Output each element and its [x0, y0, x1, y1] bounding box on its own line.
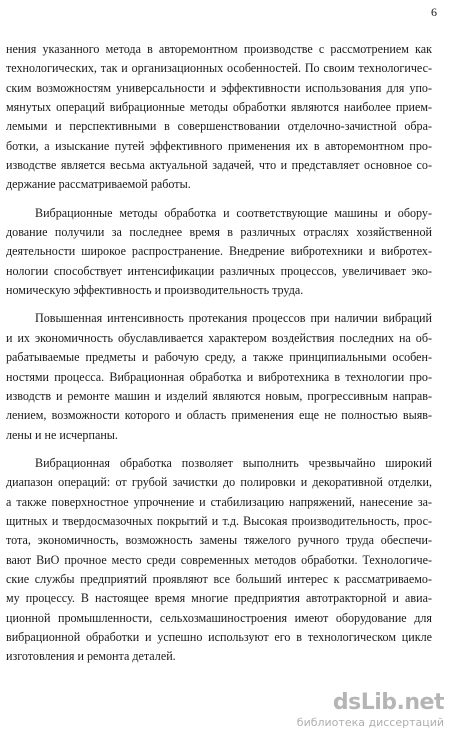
text-line: нения указанного метода в авторемонтном производстве с рассмотрением как: [6, 42, 432, 56]
text-line: дование получили за последнее время в различных отраслях хозяйственной: [6, 225, 432, 240]
document-body: [6, 40, 432, 676]
page-number: 6: [431, 5, 437, 19]
text-line: изводстве является весьма актуальной задачей, что и представляет основное со-: [6, 158, 432, 173]
text-line: му процессу. В настоящее время многие предприятия автотракторной и авиа-: [6, 591, 432, 606]
text-line: лением, возможности которого и область применения еще не полностью выяв-: [6, 408, 432, 423]
text-line: ционной промышленности, сельхозмашиностроения имеют оборудование для: [6, 610, 432, 625]
text-line: деятельности широкое распространение. Внедрение вибротехники и вибротех-: [6, 244, 432, 259]
text-line: изготовления и ремонта деталей.: [6, 649, 176, 664]
text-line: рабатываемые предметы и рабочую среду, а также принципиальными особен-: [6, 350, 432, 365]
paragraph-1: [6, 40, 432, 195]
text-line: ностями процесса. Вибрационная обработка и вибротехника в технологии про-: [6, 369, 432, 384]
text-line: диапазон операций: от грубой зачистки до полировки и декоративной отделки,: [6, 475, 432, 490]
watermark-logo: dsLib.net: [332, 690, 444, 715]
text-line: лены и не исчерпаны.: [6, 427, 118, 442]
text-line: Повышенная интенсивность протекания процессов при наличии вибраций: [35, 311, 432, 326]
text-line: нологии способствует интенсификации различных процессов, увеличивает эко-: [6, 263, 432, 278]
text-line: тота, экономичность, возможность замены тяжелого ручного труда обеспечи-: [6, 533, 432, 548]
text-line: технологических, так и организационных особенностей. По своим технологичес-: [6, 61, 432, 76]
paragraph-3: [6, 309, 432, 444]
text-line: изводств и ремонте машин и изделий являются новым, прогрессивным направ-: [6, 388, 432, 403]
watermark: [296, 690, 446, 734]
text-line: мянутых операций вибрационные методы обработки являются наиболее прием-: [6, 100, 432, 115]
text-line: ским возможностям универсальности и эффективности использования для упо-: [6, 80, 432, 95]
text-line: держание рассматриваемой работы.: [6, 177, 191, 192]
text-line: лемыми и перспективными в совершенствовании отделочно-зачистной обра-: [6, 119, 432, 134]
text-line: а также поверхностное упрочнение и стабилизацию напряжений, нанесение за-: [6, 494, 432, 509]
text-line: щитных и твердосмазочных покрытий и т.д. Высокая производительность, прос-: [6, 513, 432, 528]
text-line: Вибрационные методы обработка и соответствующие машины и обору-: [35, 205, 432, 220]
text-line: и их экономичность обуславливается характером воздействия последних на об-: [6, 330, 432, 345]
watermark-subtitle: библиотека диссертаций: [296, 716, 444, 729]
text-line: ботки, а изыскание путей эффективного применения их в авторемонтном про-: [6, 138, 432, 153]
paragraph-4: [6, 454, 432, 667]
text-line: номическую эффективность и производительность труда.: [6, 283, 304, 298]
text-line: Вибрационная обработка позволяет выполнить чрезвычайно широкий: [35, 455, 432, 470]
paragraph-2: [6, 204, 432, 301]
text-line: вают ВиО прочное место среди современных методов обработки. Технологиче-: [6, 552, 432, 567]
text-line: ские службы предприятий проявляют все больший интерес к рассматриваемо-: [6, 571, 432, 586]
text-line: вибрационной обработки и успешно используют его в технологическом цикле: [6, 629, 432, 644]
